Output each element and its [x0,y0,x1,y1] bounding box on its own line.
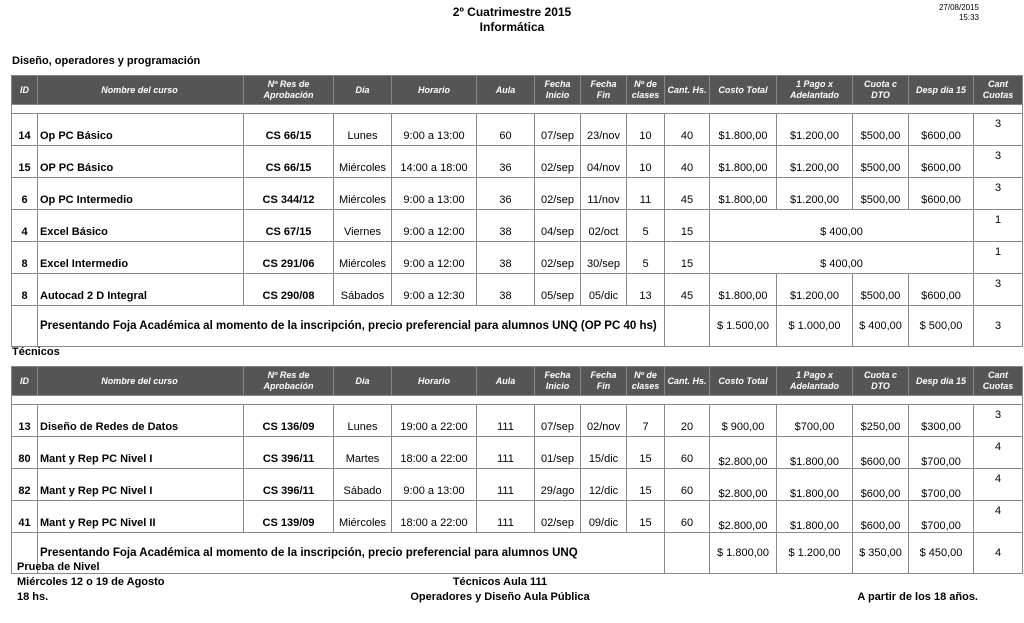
cell-fin: 23/nov [581,114,627,146]
cell-hs: 45 [665,274,710,306]
cell-res: CS 291/06 [244,242,334,274]
cell-name: Autocad 2 D Integral [38,274,244,306]
column-header: 1 Pago x Adelantado [777,367,853,396]
note-pago: $ 1.000,00 [777,306,853,347]
merged-price-cell: $ 400,00 [710,242,974,274]
footer-center [330,575,670,605]
cell-name: Diseño de Redes de Datos [38,405,244,437]
cell-clases: 7 [627,405,665,437]
note-cuota: $ 350,00 [853,533,909,574]
column-header: Cant Cuotas [974,367,1023,396]
cell-id: 15 [12,146,38,178]
cell-hs: 15 [665,242,710,274]
cell-costo: $1.800,00 [710,146,777,178]
cell-costo: $2.800,00 [710,501,777,533]
cell-desp: $600,00 [909,146,974,178]
cell-clases: 5 [627,242,665,274]
cell-inicio: 07/sep [535,114,581,146]
cell-costo: $2.800,00 [710,469,777,501]
cell-fin: 15/dic [581,437,627,469]
cell-clases: 15 [627,437,665,469]
column-header: Costo Total [710,367,777,396]
cell-inicio: 02/sep [535,501,581,533]
note-desp: $ 450,00 [909,533,974,574]
footer-line: Prueba de Nivel [17,561,100,573]
cell-fin: 12/dic [581,469,627,501]
cell-id: 13 [12,405,38,437]
column-header: Nº de clases [627,76,665,105]
table-row [12,114,1023,146]
title-line: 2º Cuatrimestre 2015 [452,5,572,19]
cell-dia: Miércoles [334,146,392,178]
footer-line: Técnicos Aula 111 [452,576,548,588]
cell-dia: Sábado [334,469,392,501]
column-header: Cant. Hs. [665,76,710,105]
note-cuotas: 3 [974,306,1023,347]
cell-desp: $600,00 [909,274,974,306]
cell-hs: 45 [665,178,710,210]
cell-clases: 15 [627,501,665,533]
cell-id: 8 [12,242,38,274]
cell-inicio: 02/sep [535,178,581,210]
cell-horario: 9:00 a 12:30 [392,274,477,306]
cell-fin: 02/oct [581,210,627,242]
table-row [12,242,1023,274]
cell-name: Mant y Rep PC Nivel II [38,501,244,533]
table-row [12,274,1023,306]
cell-horario: 9:00 a 12:00 [392,242,477,274]
cell-pago: $1.800,00 [777,501,853,533]
cell-name: Excel Intermedio [38,242,244,274]
cell-dia: Lunes [334,405,392,437]
cell-cuota: $500,00 [853,146,909,178]
cell-desp: $600,00 [909,178,974,210]
cell-cuota: $500,00 [853,178,909,210]
cell-horario: 19:00 a 22:00 [392,405,477,437]
column-header: Cant Cuotas [974,76,1023,105]
cell-aula: 38 [477,210,535,242]
footer-line: Operadores y Diseño Aula Pública [410,591,590,603]
cell-cuotas: 3 [974,114,1023,146]
cell-id: 8 [12,274,38,306]
cell-horario: 9:00 a 13:00 [392,469,477,501]
cell-pago: $1.800,00 [777,437,853,469]
cell-costo: $1.800,00 [710,178,777,210]
cell-name: Excel Básico [38,210,244,242]
cell-aula: 36 [477,146,535,178]
cell-hs: 40 [665,146,710,178]
cell-cuota: $600,00 [853,469,909,501]
cell-cuota: $600,00 [853,437,909,469]
cell-dia: Sábados [334,274,392,306]
footer-line: 18 hs. [17,591,49,603]
cell-dia: Martes [334,437,392,469]
spacer-cell [12,105,1023,114]
note-text: Presentando Foja Académica al momento de la inscripción, precio preferencial para alumnos UNQ [38,533,665,574]
cell-empty [12,306,38,347]
cell-aula: 111 [477,501,535,533]
column-header: Cuota c DTO [853,76,909,105]
spacer-cell [12,396,1023,405]
cell-fin: 11/nov [581,178,627,210]
cell-horario: 9:00 a 12:00 [392,210,477,242]
cell-clases: 11 [627,178,665,210]
column-header: Día [334,76,392,105]
note-desp: $ 500,00 [909,306,974,347]
cell-aula: 36 [477,178,535,210]
column-header: Nº de clases [627,367,665,396]
note-cuota: $ 400,00 [853,306,909,347]
cell-res: CS 139/09 [244,501,334,533]
table-row [12,210,1023,242]
cell-pago: $1.200,00 [777,114,853,146]
cell-clases: 5 [627,210,665,242]
column-header: Costo Total [710,76,777,105]
cell-aula: 111 [477,469,535,501]
cell-hs: 40 [665,114,710,146]
cell-fin: 05/dic [581,274,627,306]
cell-cuotas: 4 [974,437,1023,469]
spacer-row [12,396,1023,405]
cell-inicio: 05/sep [535,274,581,306]
cell-res: CS 396/11 [244,469,334,501]
cell-costo: $1.800,00 [710,274,777,306]
cell-dia: Miércoles [334,501,392,533]
cell-res: CS 136/09 [244,405,334,437]
cell-cuotas: 1 [974,242,1023,274]
cell-hs: 60 [665,469,710,501]
column-header: Desp día 15 [909,367,974,396]
table-row [12,501,1023,533]
cell-desp: $600,00 [909,114,974,146]
column-header: Nº Res de Aprobación [244,76,334,105]
cell-inicio: 02/sep [535,242,581,274]
column-header: Día [334,367,392,396]
note-row [12,306,1023,347]
cell-horario: 14:00 a 18:00 [392,146,477,178]
table-row [12,469,1023,501]
cell-costo: $1.800,00 [710,114,777,146]
cell-pago: $1.800,00 [777,469,853,501]
cell-cuota: $500,00 [853,114,909,146]
table-row [12,437,1023,469]
cell-empty [665,306,710,347]
column-header: Fecha Inicio [535,76,581,105]
cell-id: 14 [12,114,38,146]
cell-cuotas: 3 [974,178,1023,210]
cell-fin: 09/dic [581,501,627,533]
column-header: Fecha Fin [581,76,627,105]
table-row [12,146,1023,178]
print-date: 27/08/2015 [938,3,979,12]
cell-desp: $700,00 [909,469,974,501]
cell-costo: $2.800,00 [710,437,777,469]
cell-aula: 38 [477,242,535,274]
column-header: Aula [477,76,535,105]
cell-dia: Lunes [334,114,392,146]
cell-horario: 9:00 a 13:00 [392,114,477,146]
footer-line: Miércoles 12 o 19 de Agosto [17,576,165,588]
table-row [12,178,1023,210]
cell-dia: Miércoles [334,178,392,210]
cell-cuotas: 3 [974,274,1023,306]
column-header: Fecha Fin [581,367,627,396]
cell-fin: 30/sep [581,242,627,274]
cell-name: Mant y Rep PC Nivel I [38,437,244,469]
cell-id: 4 [12,210,38,242]
cell-name: Op PC Básico [38,114,244,146]
column-header: Nombre del curso [38,367,244,396]
cell-cuotas: 4 [974,501,1023,533]
cell-name: Op PC Intermedio [38,178,244,210]
cell-res: CS 66/15 [244,114,334,146]
cell-pago: $700,00 [777,405,853,437]
cell-desp: $700,00 [909,437,974,469]
note-pago: $ 1.200,00 [777,533,853,574]
cell-res: CS 66/15 [244,146,334,178]
note-costo: $ 1.800,00 [710,533,777,574]
document-title [0,5,1024,35]
column-header: Desp día 15 [909,76,974,105]
cell-desp: $700,00 [909,501,974,533]
footer-left [17,560,165,605]
header-row [12,367,1023,396]
cell-pago: $1.200,00 [777,178,853,210]
column-header: ID [12,76,38,105]
column-header: Nº Res de Aprobación [244,367,334,396]
column-header: 1 Pago x Adelantado [777,76,853,105]
courses-table-tecnicos [11,366,1023,574]
cell-inicio: 29/ago [535,469,581,501]
cell-id: 41 [12,501,38,533]
cell-clases: 10 [627,146,665,178]
cell-fin: 04/nov [581,146,627,178]
spacer-row [12,105,1023,114]
cell-empty [665,533,710,574]
column-header: Horario [392,76,477,105]
cell-aula: 60 [477,114,535,146]
cell-fin: 02/nov [581,405,627,437]
subtitle-line: Informática [479,20,545,34]
cell-hs: 20 [665,405,710,437]
column-header: Fecha Inicio [535,367,581,396]
cell-horario: 18:00 a 22:00 [392,437,477,469]
cell-hs: 60 [665,437,710,469]
cell-id: 82 [12,469,38,501]
cell-name: OP PC Básico [38,146,244,178]
cell-res: CS 396/11 [244,437,334,469]
column-header: ID [12,367,38,396]
cell-cuota: $600,00 [853,501,909,533]
cell-name: Mant y Rep PC Nivel I [38,469,244,501]
footer-right: A partir de los 18 años. [857,591,978,603]
cell-inicio: 04/sep [535,210,581,242]
column-header: Cuota c DTO [853,367,909,396]
cell-cuota: $500,00 [853,274,909,306]
cell-pago: $1.200,00 [777,146,853,178]
cell-horario: 18:00 a 22:00 [392,501,477,533]
cell-cuota: $250,00 [853,405,909,437]
table-row [12,405,1023,437]
courses-table-diseno [11,75,1023,347]
cell-hs: 15 [665,210,710,242]
cell-dia: Miércoles [334,242,392,274]
note-cuotas: 4 [974,533,1023,574]
cell-aula: 111 [477,405,535,437]
cell-inicio: 01/sep [535,437,581,469]
cell-id: 80 [12,437,38,469]
cell-cuotas: 4 [974,469,1023,501]
column-header: Aula [477,367,535,396]
cell-inicio: 02/sep [535,146,581,178]
cell-cuotas: 3 [974,405,1023,437]
cell-clases: 15 [627,469,665,501]
cell-cuotas: 3 [974,146,1023,178]
note-text: Presentando Foja Académica al momento de la inscripción, precio preferencial para alumnos UNQ (OP PC 40 hs) [38,306,665,347]
print-time: 15:33 [958,13,979,22]
column-header: Cant. Hs. [665,367,710,396]
cell-hs: 60 [665,501,710,533]
cell-clases: 10 [627,114,665,146]
cell-horario: 9:00 a 13:00 [392,178,477,210]
cell-res: CS 290/08 [244,274,334,306]
cell-desp: $300,00 [909,405,974,437]
merged-price-cell: $ 400,00 [710,210,974,242]
cell-cuotas: 1 [974,210,1023,242]
cell-inicio: 07/sep [535,405,581,437]
cell-clases: 13 [627,274,665,306]
section-title-diseno: Diseño, operadores y programación [12,55,201,67]
column-header: Horario [392,367,477,396]
header-row [12,76,1023,105]
cell-dia: Viernes [334,210,392,242]
cell-aula: 111 [477,437,535,469]
note-costo: $ 1.500,00 [710,306,777,347]
print-stamp [939,3,979,23]
cell-res: CS 344/12 [244,178,334,210]
cell-res: CS 67/15 [244,210,334,242]
cell-aula: 38 [477,274,535,306]
cell-pago: $1.200,00 [777,274,853,306]
cell-costo: $ 900,00 [710,405,777,437]
section-title-tecnicos: Técnicos [12,346,60,358]
cell-id: 6 [12,178,38,210]
column-header: Nombre del curso [38,76,244,105]
